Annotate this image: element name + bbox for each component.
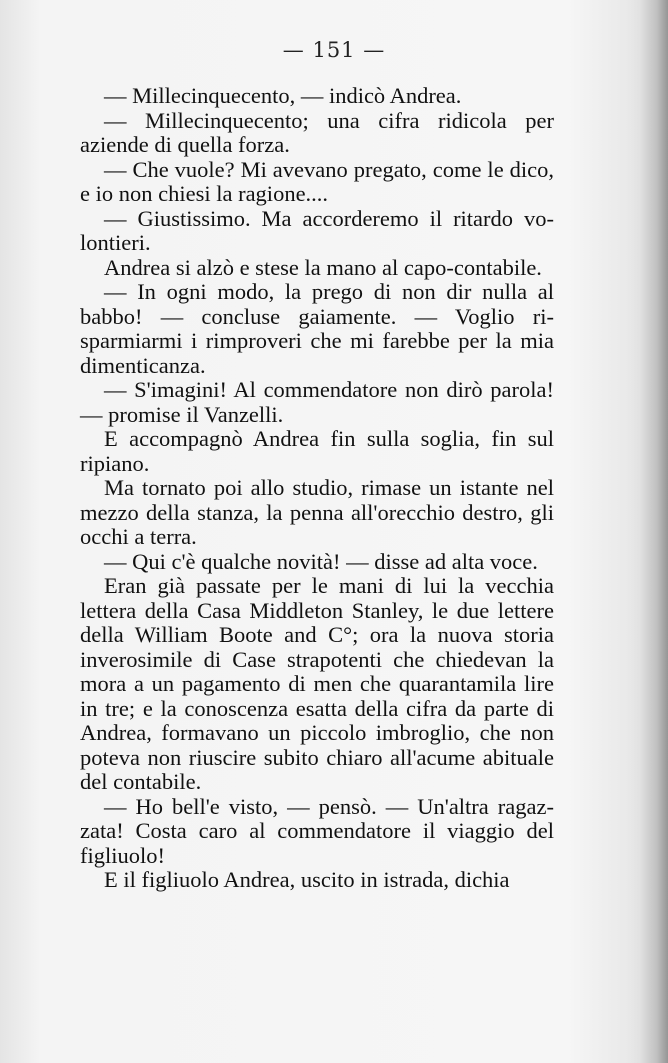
paragraph: — In ogni modo, la prego di non dir nulla al babbo! — concluse gaiamente. — Voglio risparmiarmi i rimproveri che mi farebbe per la mia dimenticanza. [80, 279, 554, 378]
paragraph: — Millecinquecento, — indicò Andrea. [104, 83, 462, 108]
paragraph: — Millecinquecento; una cifra ridicola per aziende di quella forza. [80, 107, 554, 157]
paragraph: E accompagnò Andrea fin sulla soglia, fin sul ripiano. [80, 426, 554, 476]
paragraph: E il figliuolo Andrea, uscito in istrada, dichia [104, 867, 510, 892]
paragraph: — S'imagini! Al commendatore non dirò parola! — promise il Vanzelli. [80, 377, 554, 427]
page-number: — 151 — [282, 38, 386, 62]
paragraph: — Ho bell'e visto, — pensò. — Un'altra ragazzata! Costa caro al commendatore il viaggio del figliuolo! [80, 793, 554, 868]
paragraph: Eran già passate per le mani di lui la vecchia lettera della Casa Middleton Stanley, le due lettere della William Boote and C°; ora la nuova storia inverosimile di Case strapotenti che chiedevan la mora a un pagamento di men che quarantamila lire in tre; e la conoscenza esatta della cifra da parte di Andrea, formavano un piccolo imbroglio, che non poteva non riuscire subito chiaro all'acume abituale del contabile. [80, 573, 554, 794]
paragraph: — Qui c'è qualche novità! — disse ad alta voce. [104, 548, 538, 574]
paragraph: — Giustissimo. Ma accorderemo il ritardo volontieri. [80, 205, 554, 255]
page-edge-shadow [640, 0, 668, 1063]
paragraph: Ma tornato poi allo studio, rimase un istante nel mezzo della stanza, la penna all'orecchio destro, gli occhi a terra. [80, 475, 554, 549]
body-text [80, 84, 554, 893]
paragraph: Andrea si alzò e stese la mano al capo-contabile. [104, 254, 542, 280]
paragraph: — Che vuole? Mi avevano pregato, come le dico, e io non chiesi la ragione.... [80, 156, 554, 206]
